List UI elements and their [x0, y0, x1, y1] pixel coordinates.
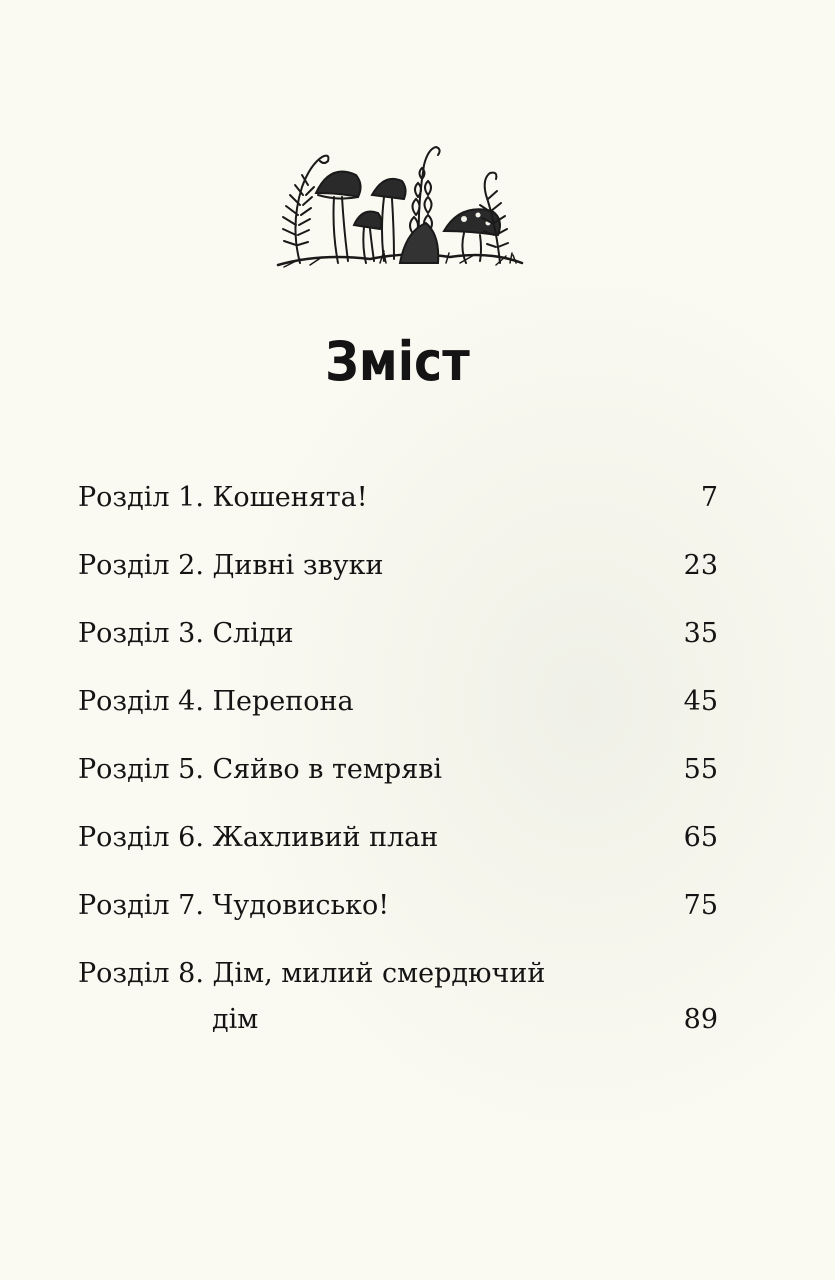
toc-entry-label: Розділ 6. Жахливий план	[78, 822, 439, 853]
toc-entry-page: 35	[683, 618, 718, 649]
toc-entry	[78, 614, 718, 682]
toc-entry	[78, 886, 718, 954]
toc-entry-page: 55	[683, 754, 718, 785]
toc-entry-label: Розділ 4. Перепона	[78, 686, 354, 717]
toc-entry-page: 23	[683, 550, 718, 581]
toc-entry-page: 65	[683, 822, 718, 853]
toc-entry	[78, 478, 718, 546]
toc-entry-label: Розділ 7. Чудовисько!	[78, 890, 390, 921]
toc-entry	[78, 546, 718, 614]
toc-entry-label: Розділ 8. Дім, милий смердючий	[78, 958, 546, 989]
toc-entry	[78, 682, 718, 750]
toc-entry	[78, 750, 718, 818]
toc-entry-label: Розділ 5. Сяйво в темряві	[78, 754, 443, 785]
toc-entry-label: Розділ 1. Кошенята!	[78, 482, 368, 513]
table-of-contents	[78, 478, 718, 1050]
page-title: Зміст	[325, 330, 470, 393]
toc-entry	[78, 954, 718, 1050]
toc-entry-page: 7	[700, 482, 718, 513]
toc-entry	[78, 818, 718, 886]
toc-entry-page: 89	[683, 1004, 718, 1035]
toc-entry-page: 75	[683, 890, 718, 921]
toc-entry-label: Розділ 2. Дивні звуки	[78, 550, 384, 581]
toc-entry-label: Розділ 3. Сліди	[78, 618, 294, 649]
mushrooms-and-ferns-vignette	[260, 135, 535, 275]
toc-entry-page: 45	[683, 686, 718, 717]
toc-entry-label-continuation: дім	[212, 1004, 259, 1035]
